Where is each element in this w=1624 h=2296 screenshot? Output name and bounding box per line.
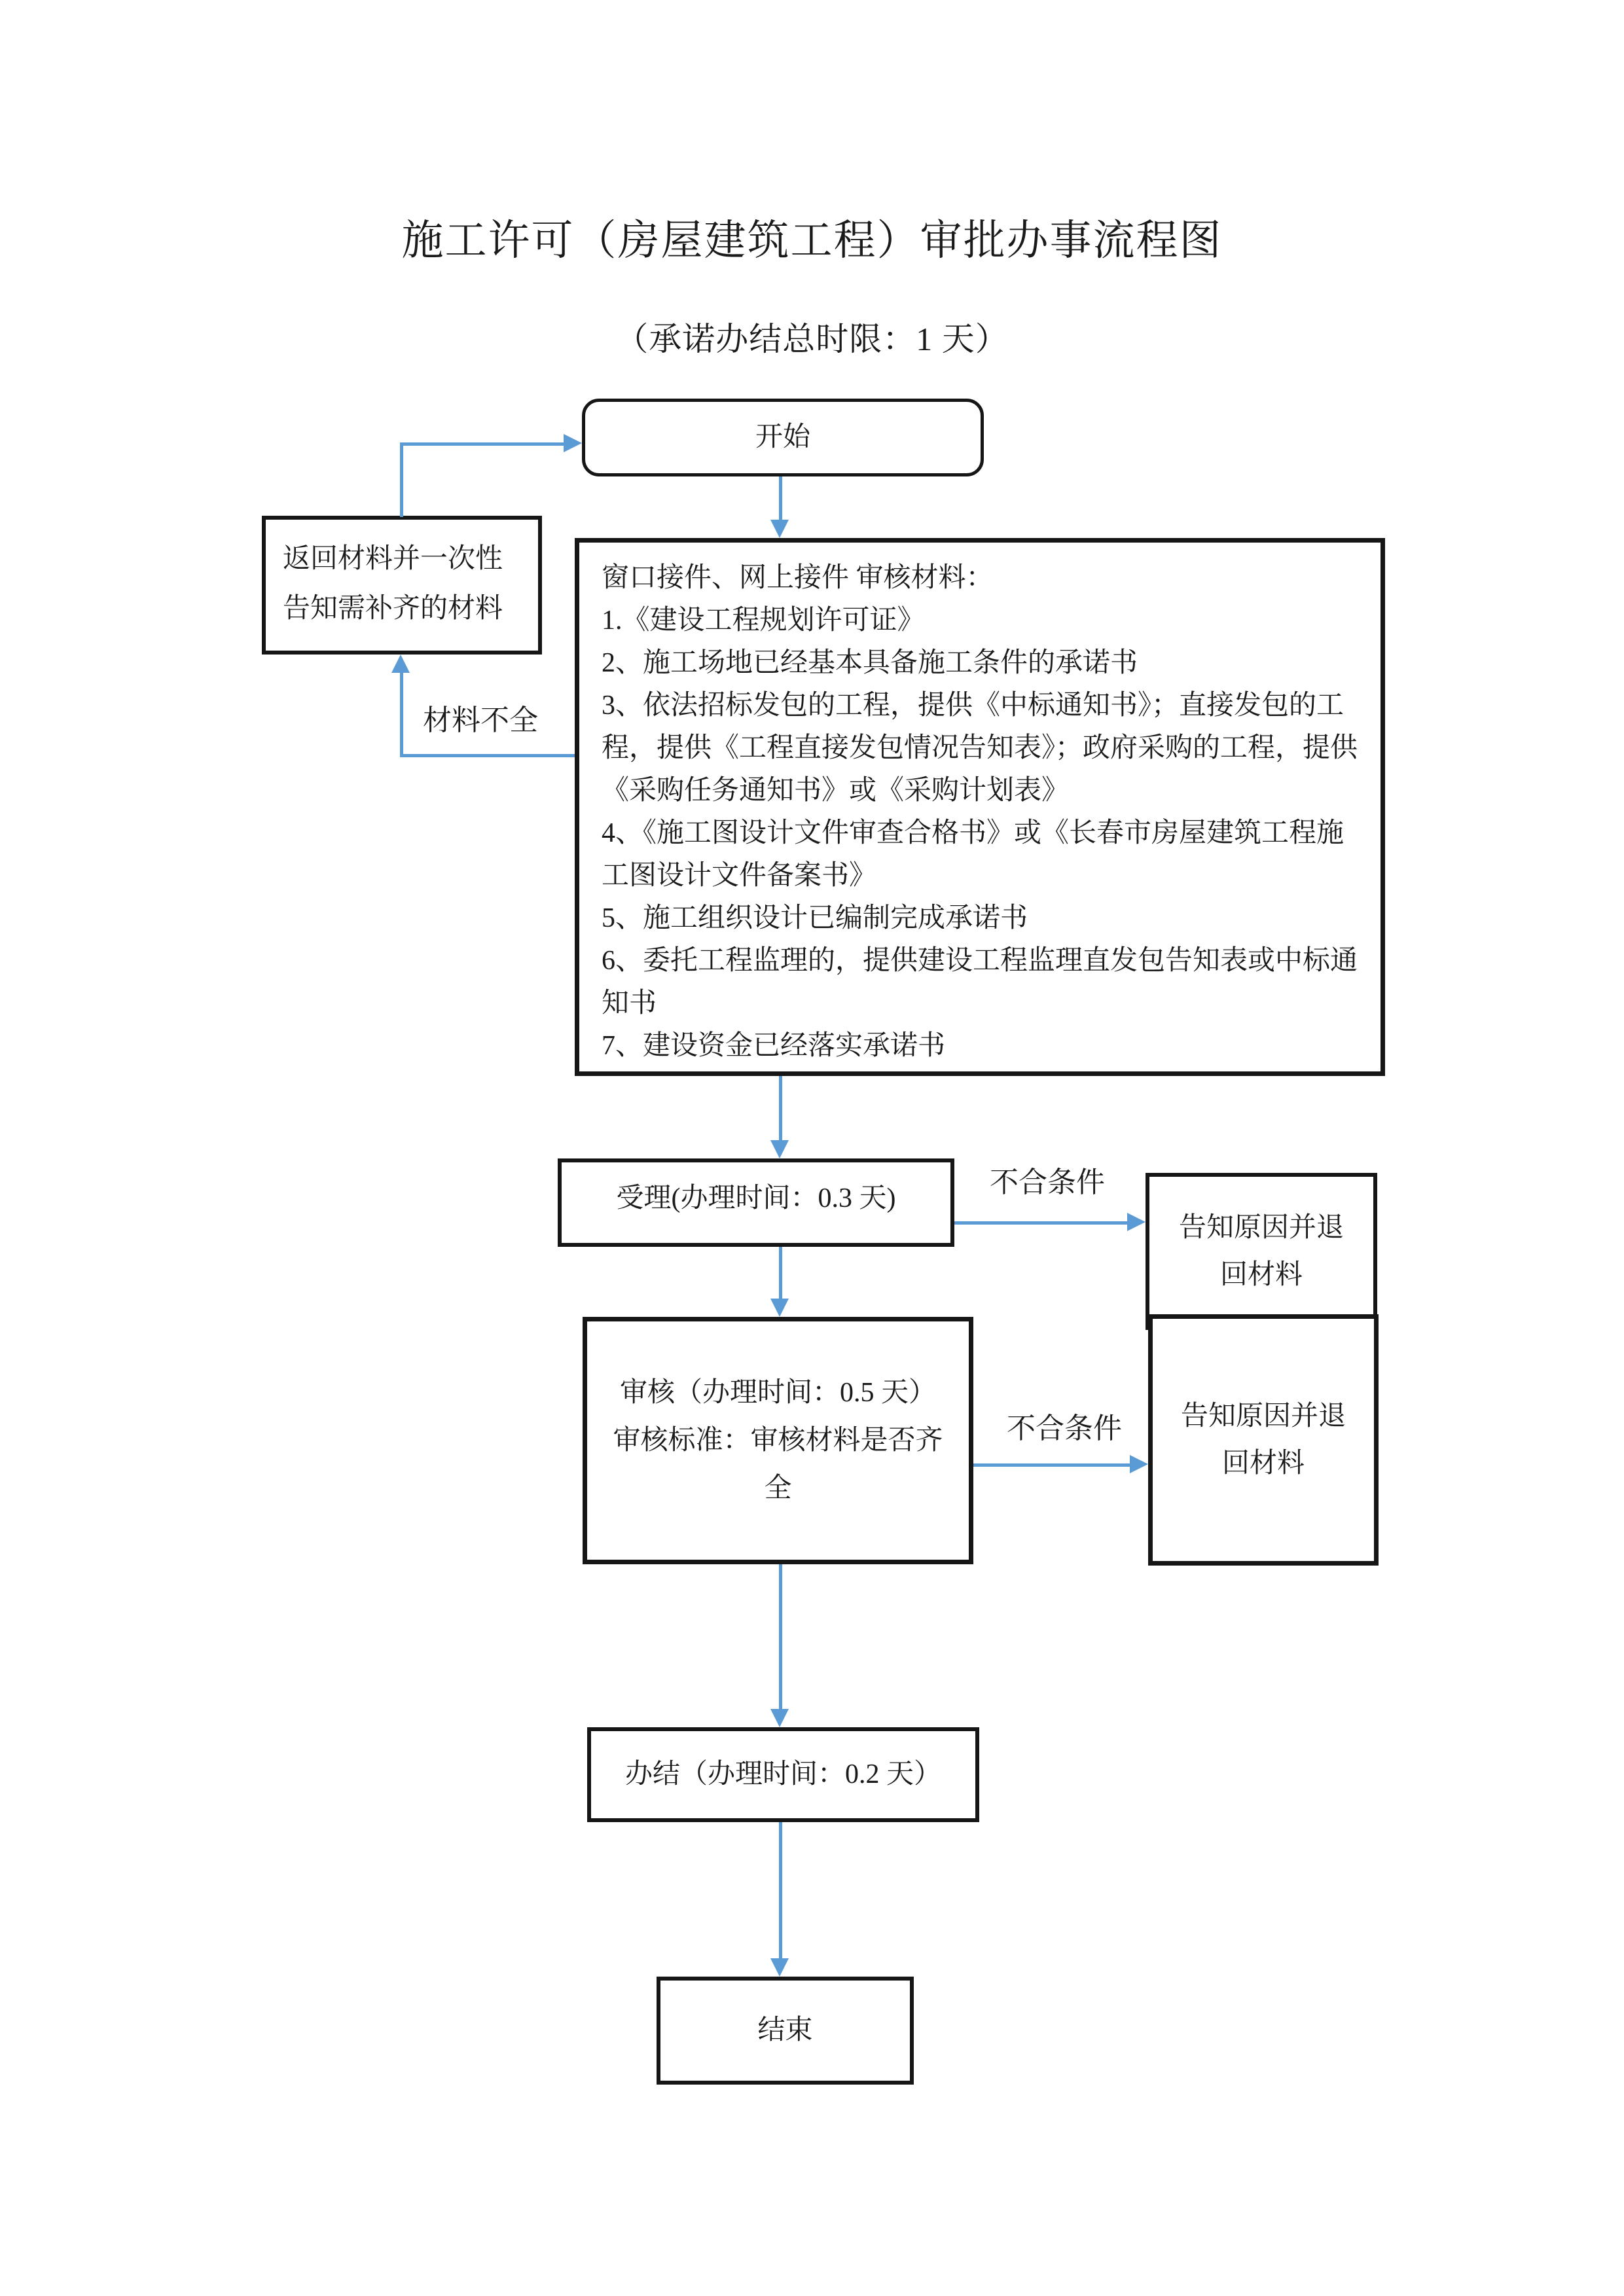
arrow-return-to-start-hline: [400, 442, 564, 446]
arrow-up-icon: [391, 655, 410, 673]
arrow-right-icon: [564, 434, 582, 452]
flow-node-notify-reject-1-label: 告知原因并退回材料: [1178, 1213, 1344, 1290]
arrow-review-to-conclude-line: [779, 1564, 782, 1709]
arrow-materials-to-return-vline: [400, 673, 403, 757]
flow-node-end: [657, 1977, 914, 2085]
flow-node-accept-label: 受理(办理时间：0.3 天): [616, 1183, 896, 1213]
flow-node-end-label: 结束: [757, 2015, 813, 2045]
flow-node-conclude-label: 办结（办理时间：0.2 天）: [624, 1759, 941, 1789]
page-subtitle: （承诺办结总时限：1 天）: [615, 321, 1009, 357]
flow-node-conclude: [587, 1727, 979, 1822]
arrow-down-icon: [770, 1709, 789, 1727]
arrow-conclude-to-end-line: [779, 1822, 782, 1958]
arrow-start-to-materials-line: [779, 476, 782, 520]
edge-label-materials-incomplete: 材料不全: [423, 704, 538, 736]
arrow-accept-to-notify1-line: [954, 1221, 1127, 1225]
flow-node-start-label: 开始: [755, 422, 810, 452]
flow-node-notify-reject-2-label: 告知原因并退回材料: [1180, 1401, 1346, 1479]
flow-node-review-line2: 审核标准：审核材料是否齐全: [613, 1425, 943, 1503]
flow-node-materials-check: [575, 538, 1385, 1076]
flow-node-return-materials-label: 返回材料并一次性告知需补齐的材料: [283, 544, 503, 624]
materials-item: 5、施工组织设计已编制完成承诺书: [602, 903, 1028, 933]
arrow-down-icon: [770, 1140, 789, 1158]
arrow-down-icon: [770, 1299, 789, 1317]
flow-node-review-line1: 审核（办理时间：0.5 天）: [619, 1377, 936, 1408]
materials-item: 2、施工场地已经基本具备施工条件的承诺书: [602, 648, 1138, 678]
arrow-down-icon: [770, 520, 789, 538]
arrow-accept-to-review-line: [779, 1247, 782, 1299]
arrow-right-icon: [1130, 1455, 1148, 1473]
materials-item: 3、依法招标发包的工程，提供《中标通知书》；直接发包的工程，提供《工程直接发包情况告知表》；政府采购的工程，提供《采购任务通知书》或《采购计划表》: [602, 691, 1358, 806]
edge-label-not-qualified-2: 不合条件: [1007, 1412, 1122, 1444]
page-title: 施工许可（房屋建筑工程）审批办事流程图: [401, 217, 1223, 264]
flow-node-start: [582, 399, 984, 476]
materials-item: 1.《建设工程规划许可证》: [602, 605, 925, 636]
arrow-review-to-notify2-line: [973, 1463, 1130, 1467]
materials-item: 7、建设资金已经落实承诺书: [602, 1031, 946, 1061]
flow-node-review: [583, 1317, 973, 1564]
materials-header: 窗口接件、网上接件 审核材料：: [602, 563, 994, 593]
flow-node-accept: [558, 1158, 954, 1247]
arrow-down-icon: [770, 1958, 789, 1977]
arrow-materials-to-return-hline: [400, 754, 575, 757]
arrow-materials-to-accept-line: [779, 1076, 782, 1140]
arrow-return-to-start-vline: [400, 442, 403, 517]
materials-item: 6、委托工程监理的，提供建设工程监理直发包告知表或中标通知书: [602, 946, 1358, 1018]
flow-node-return-materials: [262, 516, 542, 655]
flow-node-notify-reject-2: [1148, 1314, 1379, 1566]
materials-item: 4、《施工图设计文件审查合格书》或《长春市房屋建筑工程施工图设计文件备案书》: [602, 818, 1344, 891]
arrow-right-icon: [1127, 1213, 1146, 1231]
edge-label-not-qualified-1: 不合条件: [990, 1166, 1105, 1198]
flow-node-notify-reject-1: [1146, 1173, 1377, 1330]
